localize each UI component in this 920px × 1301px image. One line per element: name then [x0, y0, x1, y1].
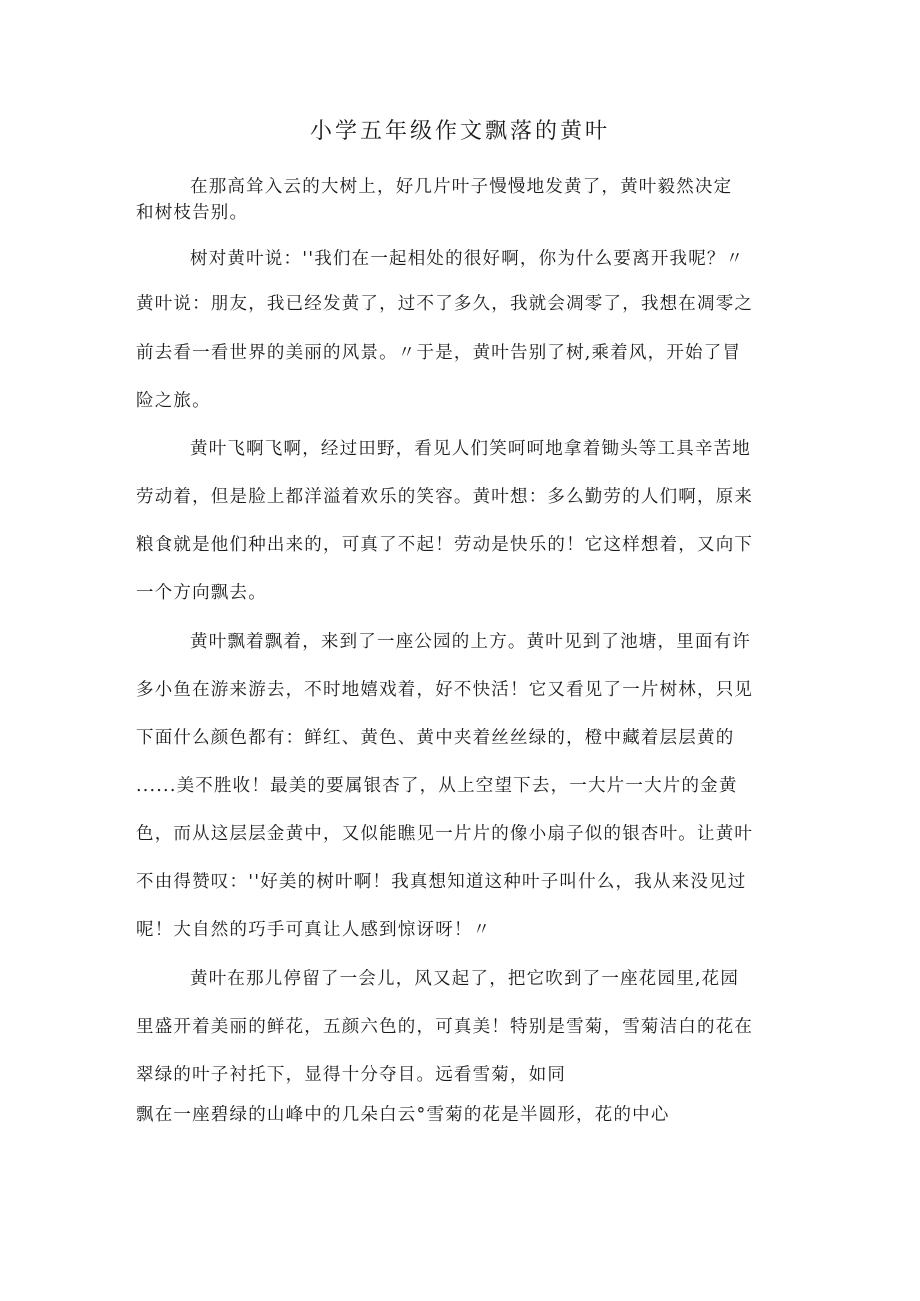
text-line: 在那高耸入云的大树上，好几片叶子慢慢地发黄了，黄叶毅然决定 — [190, 177, 733, 197]
text-line: 多小鱼在游来游去，不时地嬉戏着，好不快活！它又看见了一片树林，只见 — [136, 680, 754, 700]
text-line: 黄叶在那儿停留了一会儿，风又起了，把它吹到了一座花园里,花园 — [190, 969, 740, 989]
text-line: 黄叶飘着飘着，来到了一座公园的上方。黄叶见到了池塘，里面有许 — [190, 632, 751, 652]
text-line: 树对黄叶说：''我们在一起相处的很好啊，你为什么要离开我呢？〃 — [190, 249, 745, 269]
text-line: 前去看一看世界的美丽的风景。〃于是，黄叶告别了树,乘着风，开始了冒 — [136, 343, 742, 363]
text-line: 粮食就是他们种出来的，可真了不起！劳动是快乐的！它这样想着，又向下 — [136, 535, 754, 555]
text-line: 黄叶说：朋友，我已经发黄了，过不了多久，我就会凋零了，我想在凋零之 — [136, 294, 754, 314]
text-line: 一个方向飘去。 — [136, 583, 267, 603]
text-line: 里盛开着美丽的鲜花，五颜六色的，可真美！特别是雪菊，雪菊洁白的花在 — [136, 1017, 754, 1037]
text-line: 不由得赞叹：''好美的树叶啊！我真想知道这种叶子叫什么，我从来没见过 — [136, 872, 747, 892]
text-line: 和树枝告别。 — [136, 203, 249, 223]
text-line: 飘在一座碧绿的山峰中的几朵白云°雪菊的花是半圆形，花的中心 — [136, 1105, 670, 1125]
text-line: 黄叶飞啊飞啊，经过田野，看见人们笑呵呵地拿着锄头等工具辛苦地 — [190, 439, 751, 459]
text-line: 呢！大自然的巧手可真让人感到惊讶呀！〃 — [136, 920, 492, 940]
page-title: 小学五年级作文飘落的黄叶 — [309, 119, 610, 144]
text-line: 色，而从这层层金黄中，又似能瞧见一片片的像小扇子似的银杏叶。让黄叶 — [136, 824, 754, 844]
text-line: 劳动着，但是脸上都洋溢着欢乐的笑容。黄叶想：多么勤劳的人们啊，原来 — [136, 487, 754, 507]
text-line: ......美不胜收！最美的要属银杏了，从上空望下去，一大片一大片的金黄 — [136, 776, 738, 796]
text-line: 险之旅。 — [136, 391, 211, 411]
text-line: 下面什么颜色都有：鲜红、黄色、黄中夹着丝丝绿的，橙中藏着层层黄的 — [136, 728, 735, 748]
text-line: 翠绿的叶子衬托下，显得十分夺目。远看雪菊，如同 — [136, 1065, 567, 1085]
